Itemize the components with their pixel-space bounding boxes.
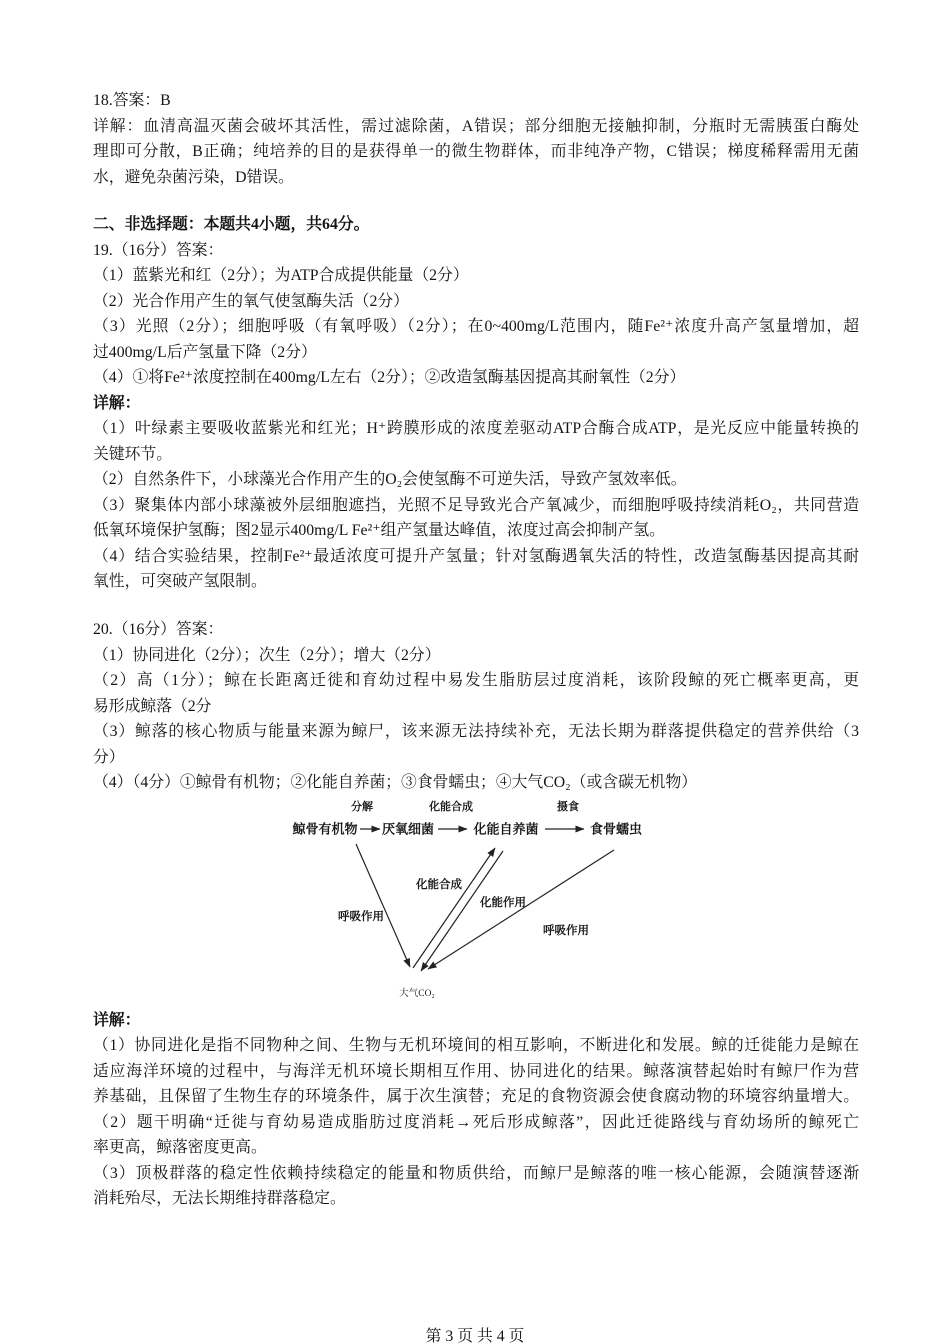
question-20 (93, 617, 859, 1212)
text-line: （2）高（1分）；鲸在长距离迁徙和育幼过程中易发生脂肪层过度消耗，该阶段鲸的死亡概率更高，更 (93, 672, 859, 689)
q19-answer-1 (93, 263, 859, 289)
q20-detail-2 (93, 1110, 859, 1161)
q19-detail-label: 详解： (93, 394, 141, 412)
text-line: （1）协同进化是指不同物种之间、生物与无机环境间的相互影响，不断进化和发展。鲸的迁徙能力是鲸在 (93, 1037, 859, 1054)
q20-detail-3 (93, 1161, 859, 1212)
arrow-respiration-right (428, 850, 614, 969)
text-line: 过400mg/L后产氢量下降（2分） (93, 343, 317, 361)
text-line: （2）自然条件下，小球藻光合作用产生的O₂会使氢酶不可逆失活，导致产氢效率低。 (93, 471, 687, 488)
q18-answer: 18.答案：B (93, 92, 171, 109)
text-line: （3）鲸落的核心物质与能量来源为鲸尸，该来源无法持续补充，无法长期为群落提供稳定的营养供给（3 (93, 723, 859, 740)
text-line: 氧性，可突破产氢限制。 (93, 573, 267, 590)
q20-answer-3 (93, 719, 859, 770)
q20-answer-4 (93, 770, 859, 796)
q18-detail-line: 详解：血清高温灭菌会破坏其活性，需过滤除菌，A错误；部分细胞无接触抑制，分瓶时无需胰蛋白酶处 (93, 117, 859, 135)
question-18 (93, 88, 859, 190)
label-chemo-action: 化能作用 (480, 896, 526, 909)
text-line: （3）聚集体内部小球藻被外层细胞遮挡，光照不足导致光合产氧减少，而细胞呼吸持续消耗O₂，共同营造 (93, 496, 859, 514)
node-whale-bone-organics: 鲸骨有机物 (292, 821, 358, 836)
label-respiration-right: 呼吸作用 (543, 924, 589, 937)
diagram-canvas (0, 796, 950, 1008)
text-line: 率更高，鲸落密度更高。 (93, 1139, 267, 1156)
label-respiration-left: 呼吸作用 (338, 910, 384, 923)
q19-answer-4 (93, 365, 859, 391)
text-line: （4）①将Fe²⁺浓度控制在400mg/L左右（2分）；②改造氢酶基因提高其耐氧性（2分） (93, 369, 686, 386)
text-line: （2）光合作用产生的氧气使氢酶失活（2分） (93, 292, 409, 310)
q19-header: 19.（16分）答案： (93, 241, 224, 259)
page-footer: 第 3 页 共 4 页 (425, 1328, 525, 1344)
edge-label-decompose: 分解 (351, 800, 373, 813)
text-line: （4）（4分）①鲸骨有机物；②化能自养菌；③食骨蠕虫；④大气CO₂（或含碳无机物） (93, 774, 698, 791)
q20-detail-label: 详解： (93, 1011, 141, 1029)
text-line: （1）蓝紫光和红（2分）；为ATP合成提供能量（2分） (93, 267, 469, 284)
text-line: 分） (93, 748, 125, 766)
q19-detail-2 (93, 467, 859, 493)
text-line: （1）叶绿素主要吸收蓝紫光和红光；H⁺跨膜形成的浓度差驱动ATP合酶合成ATP，是光反应中能量转换的 (93, 420, 859, 437)
section-heading: 二、非选择题：本题共4小题，共64分。 (93, 216, 370, 233)
text-line: （3）光照（2分）；细胞呼吸（有氧呼吸）（2分）；在0~400mg/L范围内，随Fe²⁺浓度升高产氢量增加，超 (93, 318, 859, 335)
page-content (93, 88, 859, 1212)
edge-label-feeding: 摄食 (557, 800, 579, 813)
text-line: 易形成鲸落（2分 (93, 697, 212, 715)
node-anaerobic-bacteria: 厌氧细菌 (381, 821, 435, 836)
text-line: 低氧环境保护氢酶；图2显示400mg/L Fe²⁺组产氢量达峰值，浓度过高会抑制产氢。 (93, 522, 665, 539)
text-line: （4）结合实验结果，控制Fe²⁺最适浓度可提升产氢量；针对氢酶遇氧失活的特性，改造氢酶基因提高其耐 (93, 547, 859, 565)
text-line: 养基础，且保留了生物生存的环境条件，属于次生演替；充足的食物资源会使食腐动物的环境容纳量增大。 (93, 1088, 859, 1105)
q19-answer-2 (93, 289, 859, 315)
q18-detail-line: 水，避免杂菌污染，D错误。 (93, 168, 294, 186)
text-line: 消耗殆尽，无法长期维持群落稳定。 (93, 1190, 346, 1207)
q19-detail-4 (93, 544, 859, 595)
q20-answer-1 (93, 643, 859, 669)
q20-header: 20.（16分）答案： (93, 621, 224, 638)
text-line: 关键环节。 (93, 445, 172, 463)
arrow-respiration-left (356, 844, 410, 967)
carbon-cycle-diagram (0, 796, 950, 1008)
node-bone-worms: 食骨蠕虫 (589, 821, 643, 836)
text-line: （3）顶极群落的稳定性依赖持续稳定的能量和物质供给，而鲸尸是鲸落的唯一核心能源，会随演替逐渐 (93, 1164, 859, 1182)
q18-detail-line: 理即可分散，B正确；纯培养的目的是获得单一的微生物群体，而非纯净产物，C错误；梯度稀释需用无菌 (93, 143, 859, 160)
question-19 (93, 238, 859, 595)
q20-detail-1 (93, 1033, 859, 1110)
q20-answer-2 (93, 668, 859, 719)
text-line: 适应海洋环境的过程中，与海洋无机环境长期相互作用、协同进化的结果。鲸落演替起始时有鲸尸作为营 (93, 1062, 859, 1080)
q19-answer-3 (93, 314, 859, 365)
arrow-chemoautotrophs-to-co2 (421, 851, 503, 971)
q19-detail-3 (93, 493, 859, 544)
text-line: （2）题干明确“迁徙与育幼易造成脂肪过度消耗→死后形成鲸落”，因此迁徙路线与育幼场所的鲸死亡 (93, 1113, 859, 1131)
label-chemosynthesis: 化能合成 (416, 878, 462, 891)
node-chemoautotrophs: 化能自养菌 (473, 821, 539, 836)
q19-detail-1 (93, 416, 859, 467)
node-atmospheric-co2: 大气CO₂ (399, 988, 435, 999)
edge-label-chemosynthesis: 化能合成 (429, 800, 473, 813)
text-line: （1）协同进化（2分）；次生（2分）；增大（2分） (93, 646, 441, 664)
